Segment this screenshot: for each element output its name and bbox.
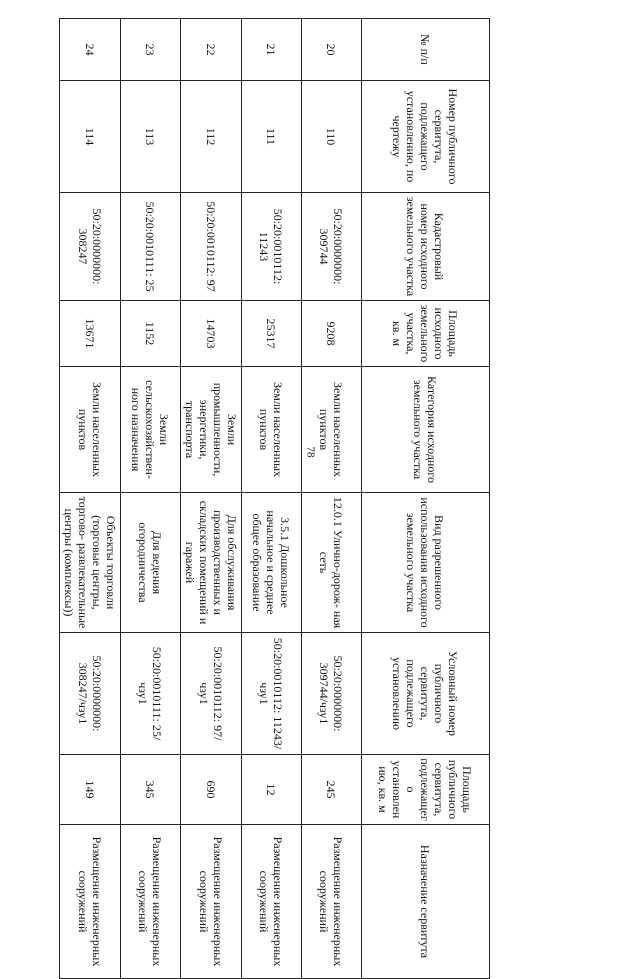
cell-source-area: 25317 xyxy=(242,301,302,367)
cell-num: 20 xyxy=(302,19,362,81)
header-category: Категория исходного земельного участка xyxy=(362,367,490,493)
header-servitude-area: Площадь публичного сервитута, подлежащего установлению, кв. м xyxy=(362,755,490,825)
cell-num: 22 xyxy=(181,19,242,81)
cell-source-area: 9208 xyxy=(302,301,362,367)
cell-use-type: Для ведения огородничества xyxy=(121,493,181,633)
cell-use-type: 3.5.1 Дошкольное начальное и среднее общее образование xyxy=(242,493,302,633)
cell-use-type: Объекты торговли (торговые центры, торгово- развлекательные центры (комплексы)) xyxy=(60,493,121,633)
header-row xyxy=(362,19,490,979)
page-number: 78 xyxy=(304,446,317,458)
cell-cadastral-number: 50:20:0010112: 11243 xyxy=(242,193,302,301)
cell-servitude-number: 113 xyxy=(121,81,181,193)
cell-servitude-area: 345 xyxy=(121,755,181,825)
table-row xyxy=(242,19,302,979)
table-row xyxy=(121,19,181,979)
cell-category: Земли промышленности, энергетики, транспорта xyxy=(181,367,242,493)
cell-conditional-number: 50:20:0010111: 25/чзу1 xyxy=(121,633,181,755)
cell-servitude-number: 114 xyxy=(60,81,121,193)
cell-conditional-number: 50:20:0010112: 97/чзу1 xyxy=(181,633,242,755)
cell-servitude-number: 111 xyxy=(242,81,302,193)
cell-servitude-number: 110 xyxy=(302,81,362,193)
cell-servitude-area: 245 xyxy=(302,755,362,825)
cell-conditional-number: 50:20:0000000: 308247/чзу1 xyxy=(60,633,121,755)
cell-purpose: Размещение инженерных сооружений xyxy=(60,825,121,979)
cell-conditional-number: 50:20:0010112: 11243/чзу1 xyxy=(242,633,302,755)
cell-category: Земли населенных пунктов xyxy=(302,367,362,493)
cell-source-area: 13671 xyxy=(60,301,121,367)
cell-cadastral-number: 50:20:0010111: 25 xyxy=(121,193,181,301)
header-source-area: Площадь исходного земельного участка, кв. м xyxy=(362,301,490,367)
cell-num: 21 xyxy=(242,19,302,81)
servitude-table xyxy=(59,18,490,979)
header-cadastral-number: Кадастровый номер исходного земельного участка xyxy=(362,193,490,301)
cell-cadastral-number: 50:20:0000000: 308247 xyxy=(60,193,121,301)
header-conditional-number: Условный номер публичного сервитута, подлежащего установлению xyxy=(362,633,490,755)
cell-servitude-area: 12 xyxy=(242,755,302,825)
header-num: № п/п xyxy=(362,19,490,81)
cell-purpose: Размещение инженерных сооружений xyxy=(242,825,302,979)
cell-servitude-number: 112 xyxy=(181,81,242,193)
cell-cadastral-number: 50:20:0010112: 97 xyxy=(181,193,242,301)
cell-category: Земли сельскохозяйствен- ного назначения xyxy=(121,367,181,493)
cell-use-type: 12.0.1 Улично-дорож- ная сеть xyxy=(302,493,362,633)
cell-source-area: 14703 xyxy=(181,301,242,367)
cell-use-type: Для обслуживания производственных и складских помещений и гаражей xyxy=(181,493,242,633)
cell-num: 24 xyxy=(60,19,121,81)
header-purpose: Назначение сервитута xyxy=(362,825,490,979)
cell-servitude-area: 690 xyxy=(181,755,242,825)
cell-conditional-number: 50:20:0000000: 309744/чзу1 xyxy=(302,633,362,755)
cell-num: 23 xyxy=(121,19,181,81)
cell-source-area: 1152 xyxy=(121,301,181,367)
cell-purpose: Размещение инженерных сооружений xyxy=(121,825,181,979)
cell-cadastral-number: 50:20:0000000: 309744 xyxy=(302,193,362,301)
header-servitude-number: Номер публичного сервитута, подлежащего установлению, по чертежу xyxy=(362,81,490,193)
table-row xyxy=(181,19,242,979)
header-use-type: Вид разрешенного использования исходного земельного участка xyxy=(362,493,490,633)
table-row xyxy=(302,19,362,979)
table-row xyxy=(60,19,121,979)
rotated-table-wrapper xyxy=(60,18,490,967)
cell-purpose: Размещение инженерных сооружений xyxy=(302,825,362,979)
cell-category: Земли населенных пунктов xyxy=(60,367,121,493)
cell-servitude-area: 149 xyxy=(60,755,121,825)
cell-category: Земли населенных пунктов xyxy=(242,367,302,493)
cell-purpose: Размещение инженерных сооружений xyxy=(181,825,242,979)
